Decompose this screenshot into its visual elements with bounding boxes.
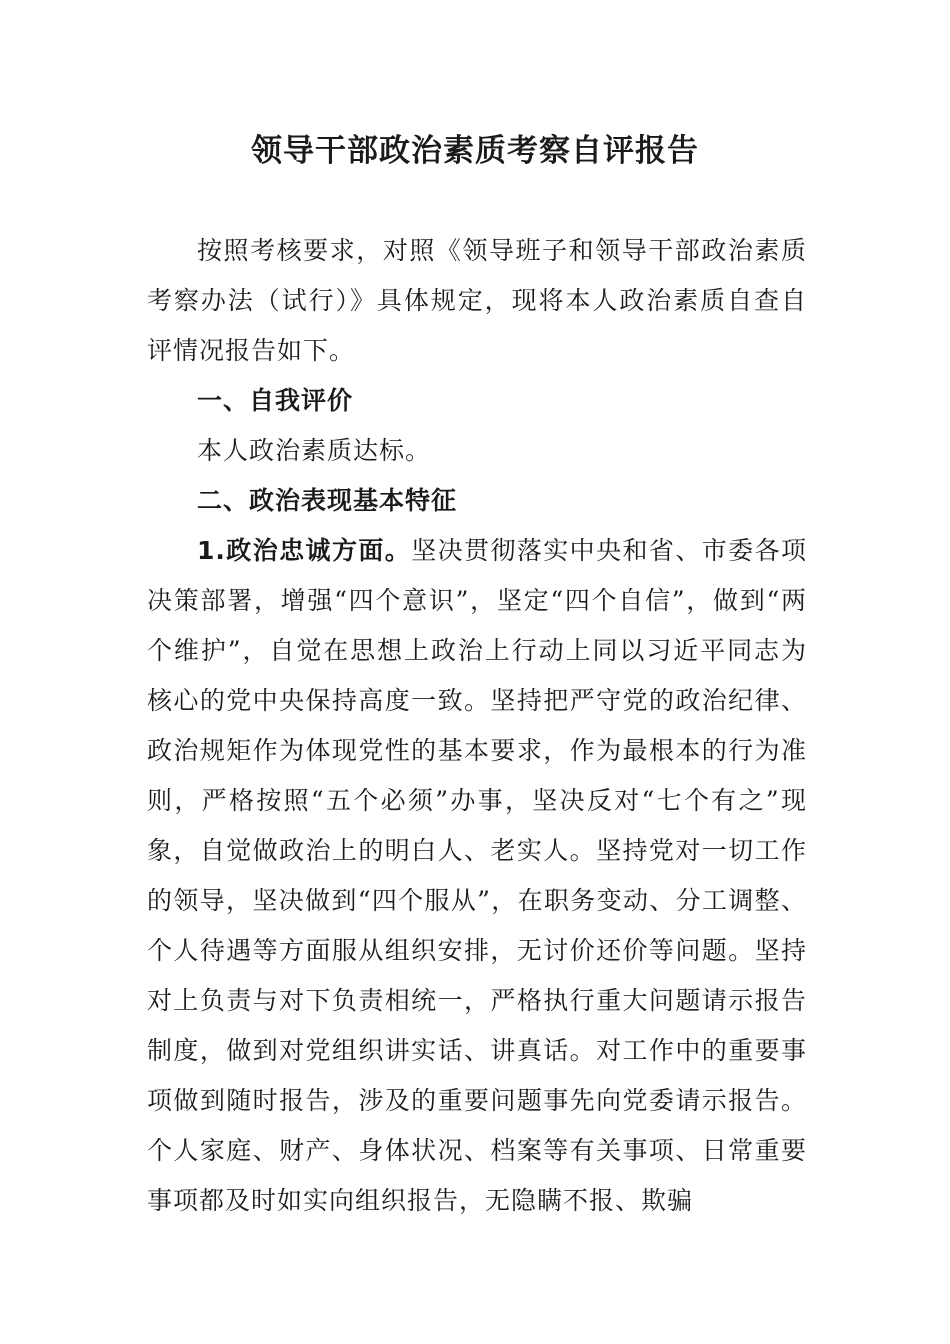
political-loyalty-lead: 1.政治忠诚方面。 [197, 536, 412, 565]
section-heading-political-features: 二、政治表现基本特征 [197, 486, 458, 515]
document-title: 领导干部政治素质考察自评报告 [251, 133, 699, 169]
intro-paragraph: 按照考核要求，对照《领导班子和领导干部政治素质考察办法（试行）》具体规定，现将本人政治素质自查自评情况报告如下。 [147, 236, 807, 365]
document-body [147, 226, 807, 1226]
political-loyalty-paragraph [147, 526, 807, 1226]
political-loyalty-text: 坚决贯彻落实中央和省、市委各项决策部署，增强“四个意识”，坚定“四个自信”，做到“两个维护”，自觉在思想上政治上行动上同以习近平同志为核心的党中央保持高度一致。坚持把严守党的政治纪律、政治规矩作为体现党性的基本要求，作为最根本的行为准则，严格按照“五个必须”办事，坚决反对“七个有之”现象，自觉做政治上的明白人、老实人。坚持党对一切工作的领导，坚决做到“四个服从”，在职务变动、分工调整、个人待遇等方面服从组织安排，无讨价还价等问题。坚持对上负责与对下负责相统一，严格执行重大问题请示报告制度，做到对党组织讲实话、讲真话。对工作中的重要事项做到随时报告，涉及的重要问题事先向党委请示报告。个人家庭、财产、身体状况、档案等有关事项、日常重要事项都及时如实向组织报告，无隐瞒不报、欺骗 [147, 536, 807, 1215]
section-heading-self-evaluation: 一、自我评价 [197, 386, 354, 415]
self-evaluation-paragraph: 本人政治素质达标。 [197, 436, 432, 465]
